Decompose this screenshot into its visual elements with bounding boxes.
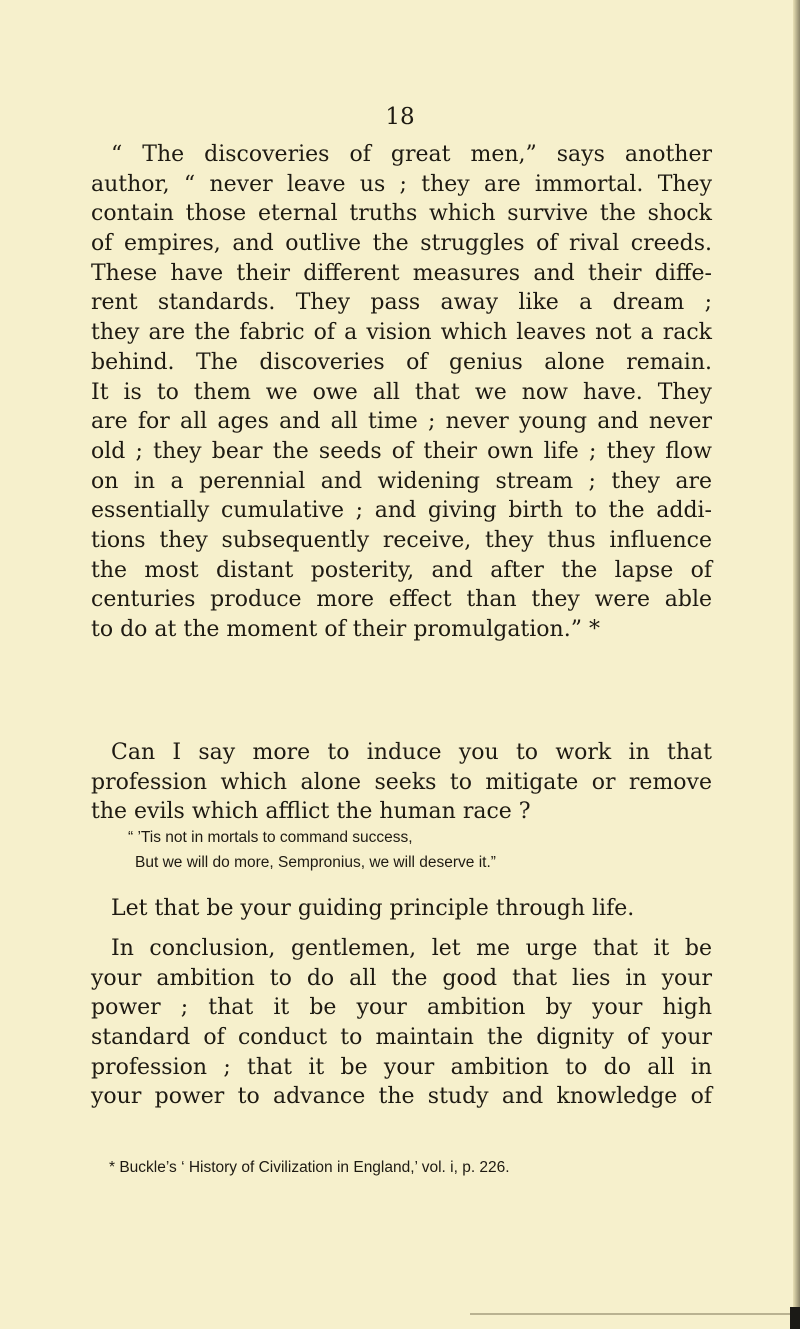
page-edge	[793, 0, 800, 1329]
text-line: your power to advance the study and knowledge of	[91, 1084, 712, 1110]
text-line: In conclusion, gentlemen, let me urge that it be	[111, 936, 712, 961]
footnote	[91, 1157, 712, 1179]
text-line: your ambition to do all the good that lies in your	[91, 965, 712, 991]
text-line: essentially cumulative ; and giving birth to the addi-	[91, 498, 712, 524]
paragraph-induce	[91, 738, 712, 827]
footnote-text: * Buckle’s ‘ History of Civilization in England,’ vol. i, p. 226.	[109, 1159, 510, 1176]
text-line: Can I say more to induce you to work in that	[111, 740, 712, 765]
text-line: profession ; that it be your ambition to do all in	[91, 1054, 712, 1080]
text-line: they are the fabric of a vision which leaves not a rack	[91, 320, 712, 346]
paragraph-conclusion	[91, 934, 712, 1112]
paragraph-guiding-principle	[91, 894, 712, 924]
text-line: of empires, and outlive the struggles of rival creeds.	[91, 231, 712, 257]
quote-line: But we will do more, Sempronius, we will deserve it.”	[135, 854, 496, 871]
paragraph-discoveries	[91, 140, 712, 645]
text-line: It is to them we owe all that we now have. They	[91, 379, 712, 405]
text-line: to do at the moment of their promulgation.” *	[91, 617, 600, 642]
page-number: 18	[385, 104, 415, 130]
text-line: the most distant posterity, and after the lapse of	[91, 557, 712, 583]
text-line: contain those eternal truths which survive the shock	[91, 201, 712, 227]
page-corner	[790, 1307, 800, 1329]
text-line: These have their different measures and their diffe-	[91, 260, 712, 286]
text-line: are for all ages and all time ; never young and never	[91, 409, 712, 435]
text-line: rent standards. They pass away like a dream ;	[91, 290, 712, 316]
text-line: standard of conduct to maintain the dignity of your	[91, 1025, 712, 1051]
text-line: “ The discoveries of great men,” says another	[111, 142, 712, 167]
text-line: on in a perennial and widening stream ; they are	[91, 468, 712, 494]
text-line: the evils which afflict the human race ?	[91, 799, 531, 825]
text-line: centuries produce more effect than they were able	[91, 587, 712, 613]
text-line: power ; that it be your ambition by your high	[91, 995, 712, 1021]
text-line: Let that be your guiding principle through life.	[111, 896, 635, 921]
text-line: tions they subsequently receive, they thus influence	[91, 527, 712, 553]
text-line: old ; they bear the seeds of their own life ; they flow	[91, 438, 712, 464]
text-line: profession which alone seeks to mitigate or remove	[91, 769, 712, 795]
verse-quote	[91, 825, 712, 875]
page-bottom-shadow	[470, 1313, 800, 1315]
quote-line: “ ’Tis not in mortals to command success,	[128, 829, 413, 846]
text-line: author, “ never leave us ; they are immortal. They	[91, 171, 712, 197]
text-line: behind. The discoveries of genius alone remain.	[91, 349, 712, 375]
